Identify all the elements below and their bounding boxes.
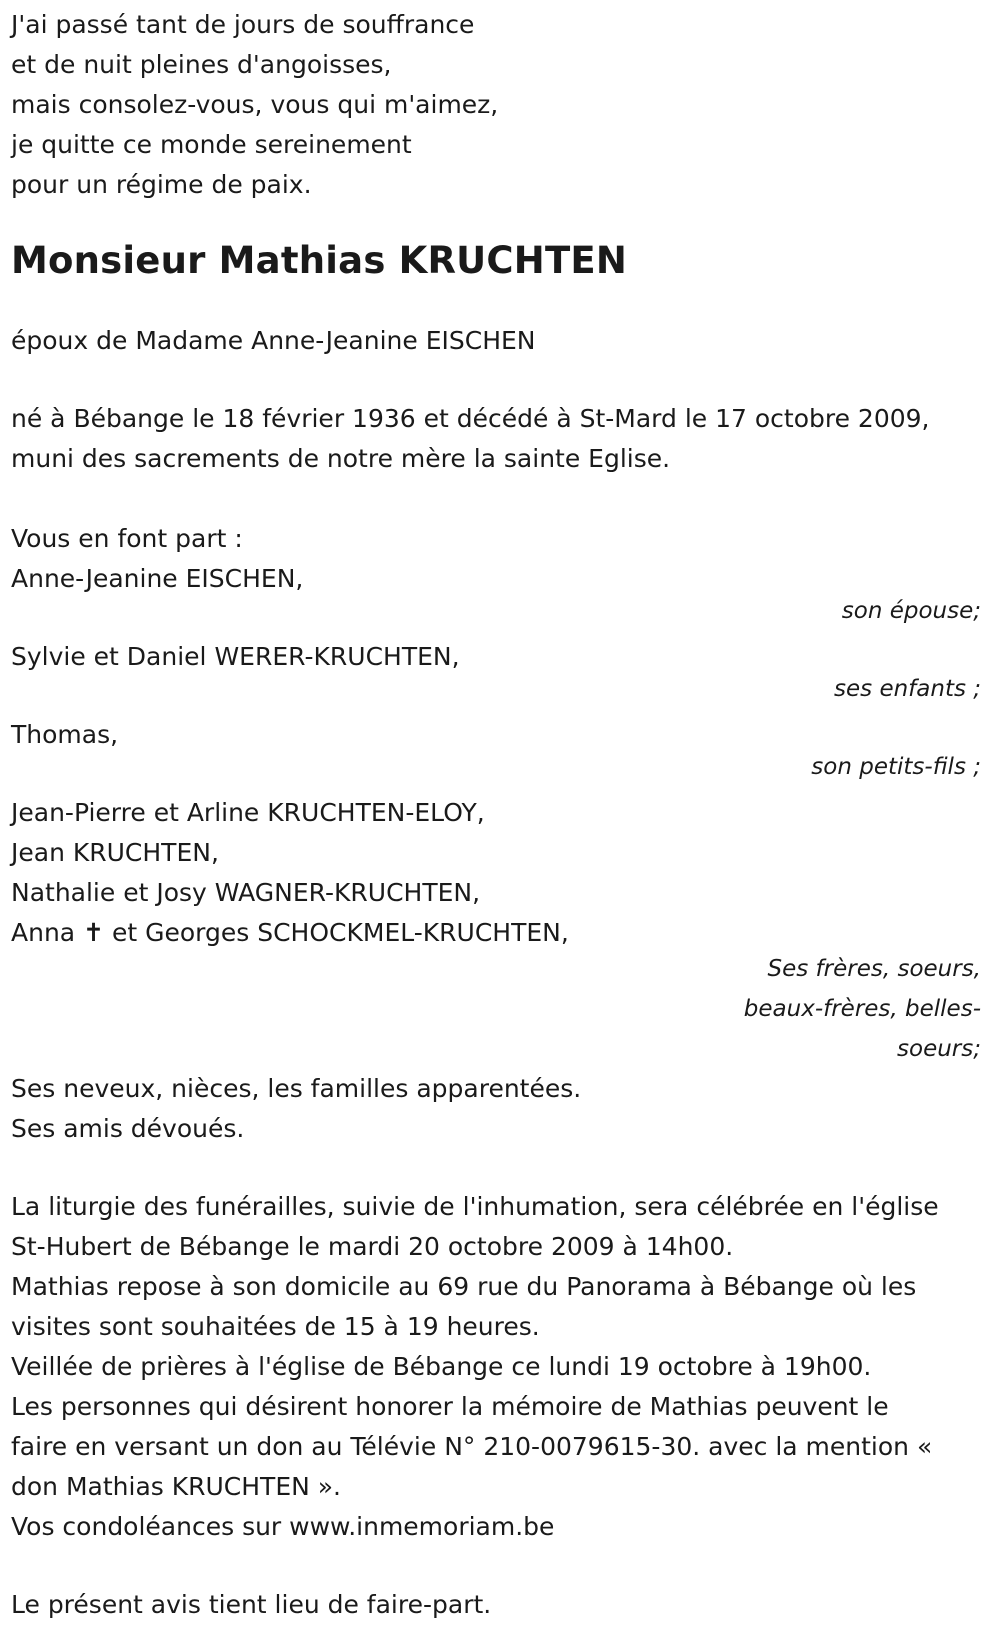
funeral-line: Les personnes qui désirent honorer la mémoire de Mathias peuvent le <box>11 1392 889 1421</box>
deceased-name-title: Monsieur Mathias KRUCHTEN <box>11 239 628 282</box>
sibling-rest: et Georges SCHOCKMEL-KRUCHTEN, <box>111 918 569 947</box>
poem-line: mais consolez-vous, vous qui m'aimez, <box>11 90 499 119</box>
funeral-line: faire en versant un don au Télévie N° 210-0079615-30. avec la mention « <box>11 1432 933 1461</box>
birth-death-info <box>11 399 991 479</box>
other-relatives <box>11 1069 991 1149</box>
family-role: son épouse; <box>841 598 981 624</box>
birth-death-line: né à Bébange le 18 février 1936 et décédé à St-Mard le 17 octobre 2009, <box>11 404 930 433</box>
others-line: Ses amis dévoués. <box>11 1114 245 1143</box>
others-line: Ses neveux, nièces, les familles apparentées. <box>11 1074 582 1103</box>
poem-line: pour un régime de paix. <box>11 170 312 199</box>
funeral-line: don Mathias KRUCHTEN ». <box>11 1472 342 1501</box>
sacraments-line: muni des sacrements de notre mère la sainte Eglise. <box>11 444 671 473</box>
spouse-line: époux de Madame Anne-Jeanine EISCHEN <box>11 326 536 355</box>
poem <box>11 5 991 205</box>
poem-line: je quitte ce monde sereinement <box>11 130 412 159</box>
sibling-name: Jean KRUCHTEN, <box>11 838 219 867</box>
funeral-line: Veillée de prières à l'église de Bébange ce lundi 19 octobre à 19h00. <box>11 1352 872 1381</box>
funeral-line: Mathias repose à son domicile au 69 rue du Panorama à Bébange où les <box>11 1272 917 1301</box>
closing-note: Le présent avis tient lieu de faire-part. <box>11 1590 492 1619</box>
role-line: soeurs; <box>897 1036 981 1062</box>
poem-line: J'ai passé tant de jours de souffrance <box>11 10 475 39</box>
family-name: Sylvie et Daniel WERER-KRUCHTEN, <box>11 642 460 671</box>
family-role: ses enfants ; <box>834 676 981 702</box>
family-entry-siblings <box>11 793 991 1069</box>
funeral-line: St-Hubert de Bébange le mardi 20 octobre 2009 à 14h00. <box>11 1232 734 1261</box>
siblings-role <box>721 949 991 1069</box>
family-announcement <box>11 519 991 1149</box>
announce-intro: Vous en font part : <box>11 524 243 553</box>
family-name: Thomas, <box>11 720 119 749</box>
sibling-name: Jean-Pierre et Arline KRUCHTEN-ELOY, <box>11 798 485 827</box>
obituary-notice <box>11 5 991 1625</box>
family-role: son petits-fils ; <box>811 754 981 780</box>
sibling-name: Nathalie et Josy WAGNER-KRUCHTEN, <box>11 878 481 907</box>
funeral-line: La liturgie des funérailles, suivie de l'inhumation, sera célébrée en l'église <box>11 1192 939 1221</box>
funeral-details <box>11 1187 991 1547</box>
poem-line: et de nuit pleines d'angoisses, <box>11 50 392 79</box>
role-line: beaux-frères, belles- <box>743 996 981 1022</box>
cross-icon: ✝ <box>83 918 105 947</box>
sibling-first-name: Anna <box>11 918 76 947</box>
role-line: Ses frères, soeurs, <box>767 956 981 982</box>
funeral-line: visites sont souhaitées de 15 à 19 heures. <box>11 1312 540 1341</box>
family-name: Anne-Jeanine EISCHEN, <box>11 564 304 593</box>
sibling-name-deceased <box>11 913 991 953</box>
family-entry-spouse <box>11 559 991 623</box>
family-entry-children <box>11 637 991 701</box>
family-entry-grandchild <box>11 715 991 779</box>
condolences-line: Vos condoléances sur www.inmemoriam.be <box>11 1512 555 1541</box>
